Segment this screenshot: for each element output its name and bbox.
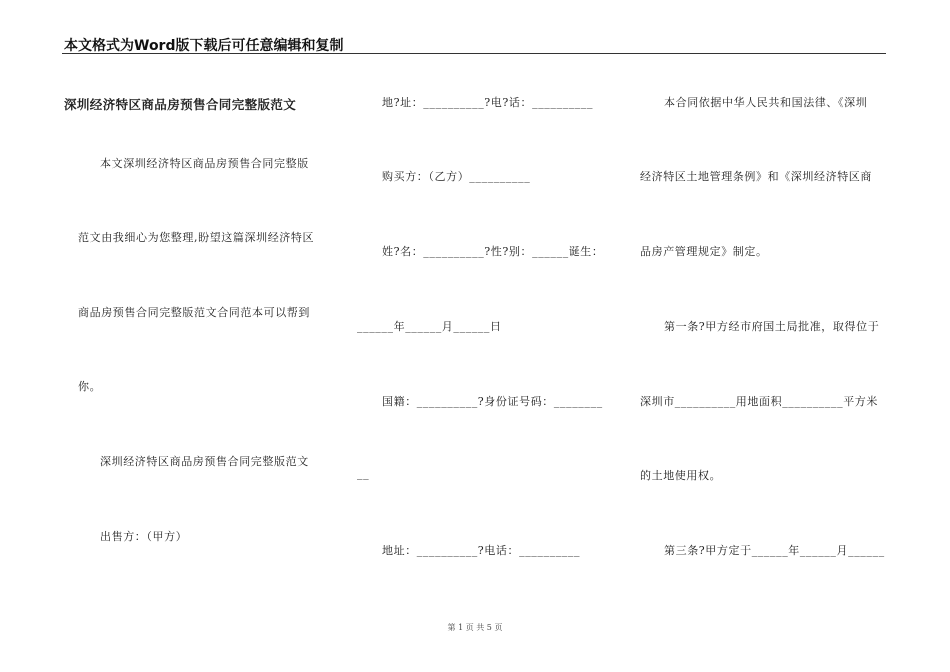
text-line: 经济特区土地管理条例》和《深圳经济特区商 — [640, 170, 872, 183]
page-number: 第 1 页 共 5 页 — [447, 623, 503, 632]
text-line: 范文由我细心为您整理,盼望这篇深圳经济特区 — [78, 231, 315, 244]
header-title: 本文格式为Word版下载后可任意编辑和复制 — [64, 38, 344, 54]
text-line: 地址：__________?电话：__________ — [382, 544, 581, 557]
text-line: ______年______月______日 — [357, 320, 502, 333]
text-line: 姓?名：__________?性?别：______诞生： — [382, 245, 604, 258]
text-line: 购买方：（乙方）__________ — [382, 170, 531, 183]
document-title: 深圳经济特区商品房预售合同完整版范文 — [64, 97, 297, 112]
text-line: 出售方：（甲方） — [100, 530, 188, 543]
text-line: __ — [357, 467, 370, 480]
text-line: 深圳经济特区商品房预售合同完整版范文 — [100, 455, 309, 468]
text-line: 第一条?甲方经市府国土局批准，取得位于 — [664, 320, 880, 333]
text-line: 你。 — [78, 380, 102, 393]
text-line: 地?址：__________?电?话：__________ — [382, 96, 594, 109]
text-line: 商品房预售合同完整版范文合同范本可以帮到 — [78, 306, 310, 319]
text-line: 品房产管理规定》制定。 — [640, 245, 768, 258]
text-line: 国籍：__________?身份证号码：________ — [382, 395, 603, 408]
text-line: 的土地使用权。 — [640, 469, 722, 482]
text-line: 深圳市__________用地面积__________平方米 — [640, 395, 878, 408]
header-divider — [62, 53, 886, 54]
text-line: 第三条?甲方定于______年______月______ — [664, 544, 885, 557]
text-line: 本合同依据中华人民共和国法律、《深圳 — [664, 96, 868, 109]
text-line: 本文深圳经济特区商品房预售合同完整版 — [100, 157, 309, 170]
